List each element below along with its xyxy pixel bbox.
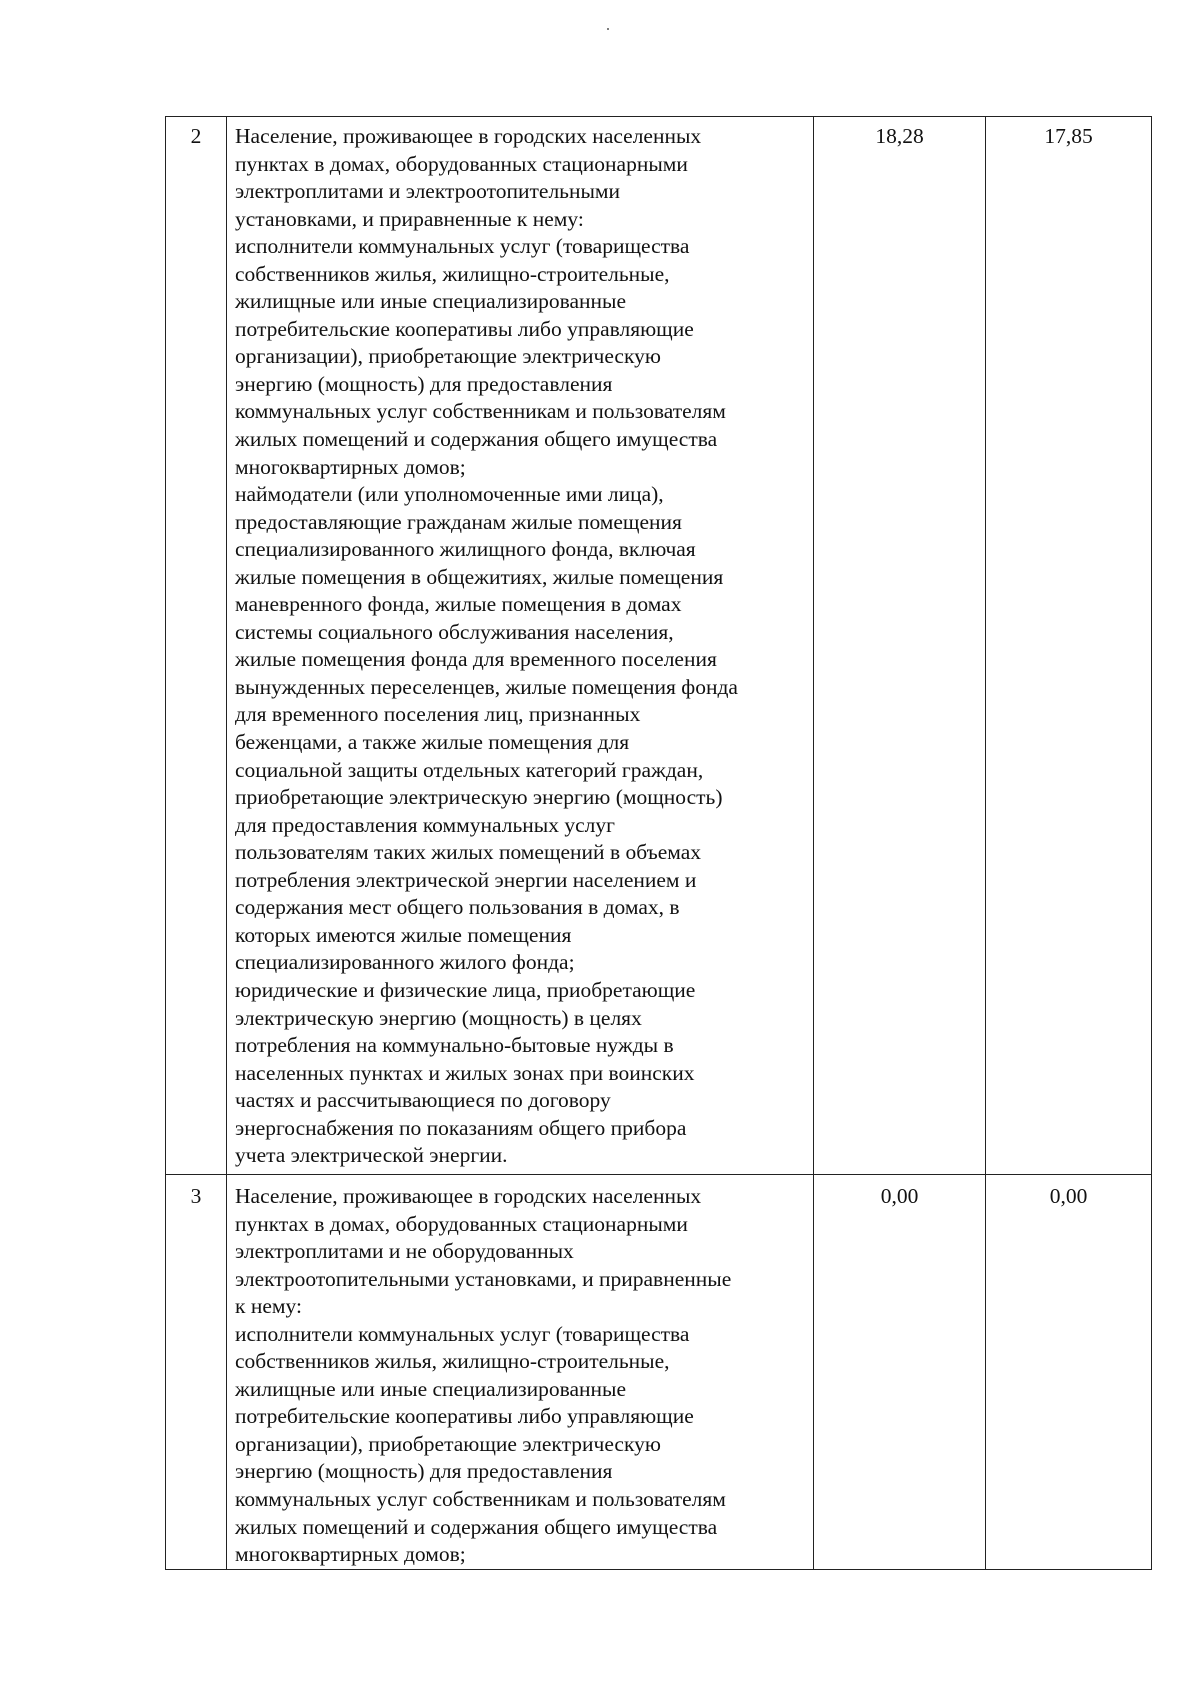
description-line: приобретающие электрическую энергию (мощность) (235, 785, 723, 810)
description-line: собственников жилья, жилищно-строительные, (235, 1349, 670, 1374)
description-line: системы социального обслуживания населения, (235, 619, 674, 644)
description-line: коммунальных услуг собственникам и пользователям (235, 399, 726, 424)
description-line: учета электрической энергии. (235, 1143, 508, 1168)
table-row (166, 117, 1152, 1175)
row-description (227, 117, 814, 1175)
description-line: Население, проживающее в городских населенных (235, 124, 702, 148)
description-line: жилых помещений и содержания общего имущества (235, 1514, 718, 1539)
row-description (227, 1175, 814, 1570)
description-line: потребительские кооперативы либо управляющие (235, 1404, 694, 1429)
description-line: жилищные или иные специализированные (235, 289, 626, 314)
description-line: установками, и приравненные к нему: (235, 206, 584, 231)
description-line: наймодатели (или уполномоченные ими лица), (235, 482, 664, 507)
description-line: содержания мест общего пользования в домах, в (235, 895, 680, 920)
description-line: многоквартирных домов; (235, 454, 466, 479)
description-line: жилищные или иные специализированные (235, 1376, 626, 1401)
tariff-table (165, 116, 1152, 1570)
description-line: исполнители коммунальных услуг (товарищества (235, 234, 690, 259)
description-line: к нему: (235, 1294, 302, 1319)
description-line: пользователям таких жилых помещений в объемах (235, 840, 702, 865)
description-line: предоставляющие гражданам жилые помещения (235, 509, 682, 534)
row-number: 3 (166, 1175, 227, 1570)
row-value-2: 17,85 (986, 117, 1152, 1175)
description-line: энергоснабжения по показаниям общего прибора (235, 1115, 687, 1140)
description-line: вынужденных переселенцев, жилые помещения фонда (235, 674, 738, 699)
description-line: организации), приобретающие электрическую (235, 1431, 661, 1456)
description-line: Население, проживающее в городских населенных (235, 1184, 702, 1208)
row-number: 2 (166, 117, 227, 1175)
table-row (166, 1175, 1152, 1570)
description-line: потребления на коммунально-бытовые нужды в (235, 1033, 674, 1058)
description-line: электроплитами и не оборудованных (235, 1239, 574, 1264)
description-line: энергию (мощность) для предоставления (235, 1459, 613, 1484)
description-line: для временного поселения лиц, признанных (235, 702, 641, 727)
description-line: многоквартирных домов; (235, 1542, 466, 1567)
description-line: потребления электрической энергии населением и (235, 867, 697, 892)
description-line: частях и рассчитывающиеся по договору (235, 1088, 611, 1113)
description-line: для предоставления коммунальных услуг (235, 812, 615, 837)
description-line: пунктах в домах, оборудованных стационарными (235, 151, 688, 176)
description-line: социальной защиты отдельных категорий граждан, (235, 757, 704, 782)
row-value-1: 0,00 (814, 1175, 986, 1570)
scan-speck (607, 28, 609, 30)
row-value-1: 18,28 (814, 117, 986, 1175)
description-line: пунктах в домах, оборудованных стационарными (235, 1211, 688, 1236)
description-line: жилые помещения фонда для временного поселения (235, 647, 717, 672)
description-line: энергию (мощность) для предоставления (235, 371, 613, 396)
description-line: жилых помещений и содержания общего имущества (235, 427, 718, 452)
description-line: электроплитами и электроотопительными (235, 179, 621, 204)
description-line: юридические и физические лица, приобретающие (235, 977, 696, 1002)
description-line: собственников жилья, жилищно-строительные, (235, 261, 670, 286)
description-line: которых имеются жилые помещения (235, 922, 572, 947)
description-line: населенных пунктах и жилых зонах при воинских (235, 1060, 695, 1085)
description-line: исполнители коммунальных услуг (товарищества (235, 1321, 690, 1346)
row-value-2: 0,00 (986, 1175, 1152, 1570)
description-line: электрическую энергию (мощность) в целях (235, 1005, 642, 1030)
description-line: жилые помещения в общежитиях, жилые помещения (235, 564, 724, 589)
description-line: беженцами, а также жилые помещения для (235, 730, 630, 755)
description-line: потребительские кооперативы либо управляющие (235, 316, 694, 341)
description-line: коммунальных услуг собственникам и пользователям (235, 1487, 726, 1512)
description-line: электроотопительными установками, и приравненные (235, 1266, 732, 1291)
description-line: специализированного жилищного фонда, включая (235, 537, 696, 562)
description-line: маневренного фонда, жилые помещения в домах (235, 592, 682, 617)
description-line: организации), приобретающие электрическую (235, 344, 661, 369)
description-line: специализированного жилого фонда; (235, 950, 575, 975)
